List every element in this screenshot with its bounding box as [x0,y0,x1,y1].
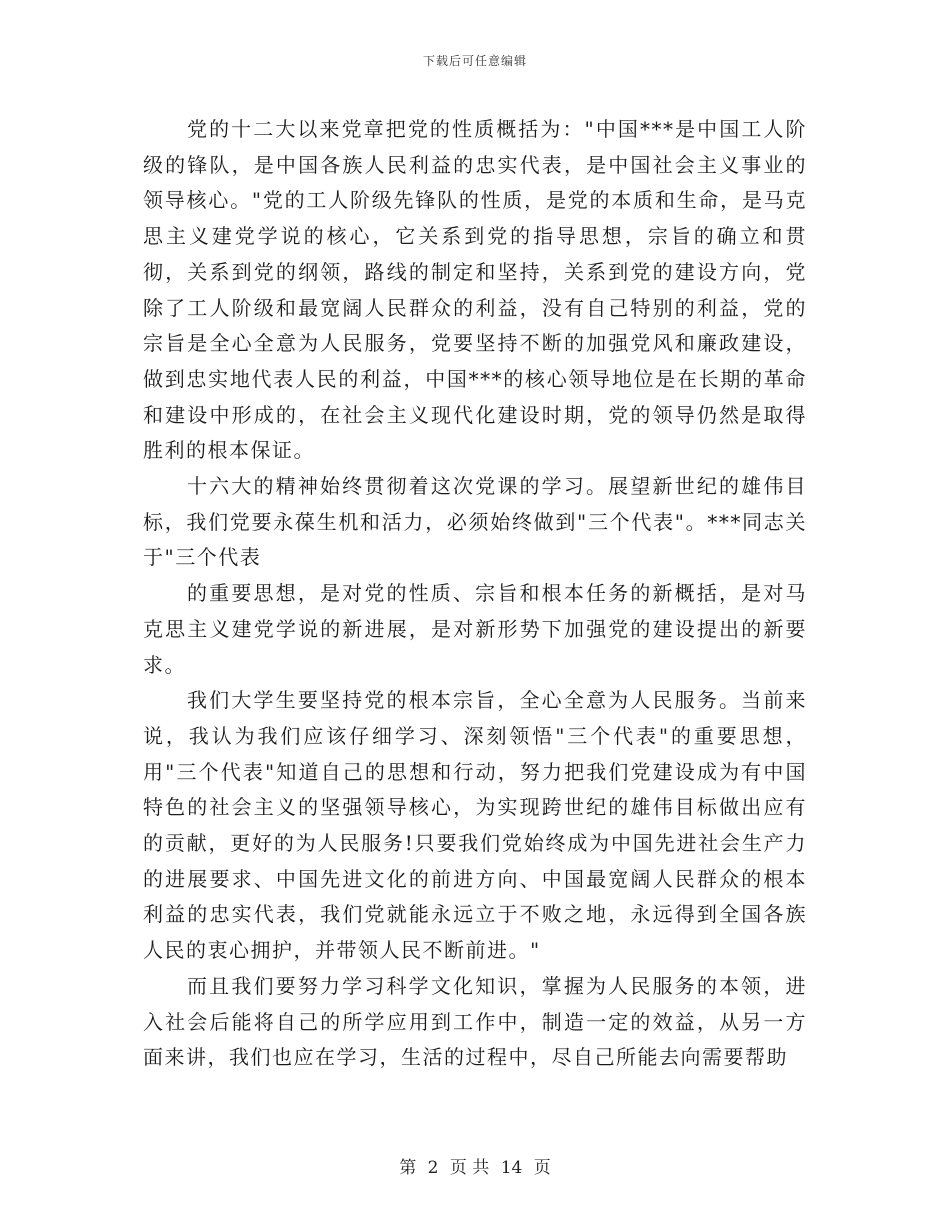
page-number: 2 [427,1158,439,1178]
paragraph-1: 党的十二大以来党章把党的性质概括为："中国***是中国工人阶级的锋队，是中国各族人民利益的忠实代表，是中国社会主义事业的领导核心。"党的工人阶级先锋队的性质，是党的本质和生命，是马克思主义建党学说的核心，它关系到党的指导思想，宗旨的确立和贯彻，关系到党的纲领，路线的制定和坚持，关系到党的建设方向，党除了工人阶级和最宽阔人民群众的利益，没有自己特别的利益，党的宗旨是全心全意为人民服务，党要坚持不断的加强党风和廉政建设，做到忠实地代表人民的利益，中国***的核心领导地位是在长期的革命和建设中形成的，在社会主义现代化建设时期，党的领导仍然是取得胜利的根本保证。 [143,117,807,463]
page-footer [0,1153,950,1178]
paragraph-4: 我们大学生要坚持党的根本宗旨，全心全意为人民服务。当前来说，我认为我们应该仔细学习、深刻领悟"三个代表"的重要思想，用"三个代表"知道自己的思想和行动，努力把我们党建设成为有中国特色的社会主义的坚强领导核心，为实现跨世纪的雄伟目标做出应有的贡献，更好的为人民服务!只要我们党始终成为中国先进社会生产力的进展要求、中国先进文化的前进方向、中国最宽阔人民群众的根本利益的忠实代表，我们党就能永远立于不败之地，永远得到全国各族人民的衷心拥护，并带领人民不断前进。" [143,688,807,963]
page-label-prefix: 第 [399,1158,417,1178]
page-label-suffix: 页 [533,1158,551,1178]
paragraph-5: 而且我们要努力学习科学文化知识，掌握为人民服务的本领，进入社会后能将自己的所学应用到工作中，制造一定的效益，从另一方面来讲，我们也应在学习，生活的过程中，尽自己所能去向需要帮助 [143,973,807,1070]
document-body [143,112,807,1076]
paragraph-3: 的重要思想，是对党的性质、宗旨和根本任务的新概括，是对马克思主义建党学说的新进展，是对新形势下加强党的建设提出的新要求。 [143,581,807,677]
page-header: 下载后可任意编辑 [422,54,527,68]
total-pages: 14 [500,1158,523,1178]
paragraph-2: 十六大的精神始终贯彻着这次党课的学习。展望新世纪的雄伟目标，我们党要永葆生机和活力，必须始终做到"三个代表"。***同志关于"三个代表 [143,474,807,570]
page-label-mid: 页 共 [449,1158,490,1178]
